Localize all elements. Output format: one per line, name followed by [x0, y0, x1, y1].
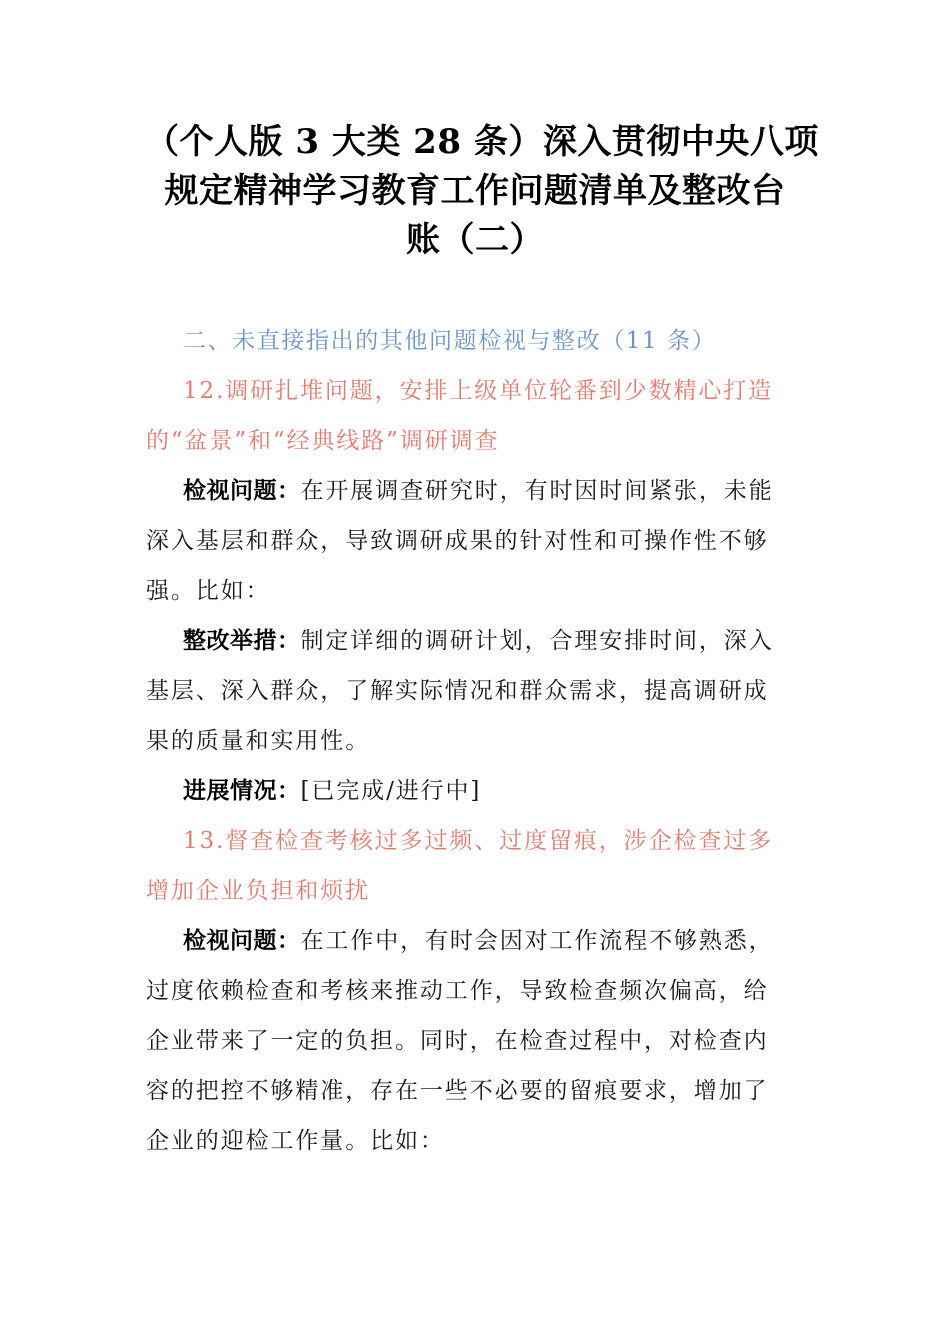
problem-label: 检视问题：	[183, 927, 301, 954]
item-12-heading-line-1: 12.调研扎堆问题，安排上级单位轮番到少数精心打造	[183, 378, 774, 404]
title-line-2: 规定精神学习教育工作问题清单及整改台	[164, 171, 786, 211]
item-13-problem-line-3: 企业带来了一定的负担。同时，在检查过程中，对检查内	[146, 1028, 769, 1054]
item-12-measure-line-2: 基层、深入群众，了解实际情况和群众需求，提高调研成	[146, 678, 769, 704]
measure-label: 整改举措：	[183, 627, 301, 654]
item-12-progress	[183, 776, 843, 806]
item-12-measure-line-3: 果的质量和实用性。	[146, 728, 371, 754]
problem-text: 在工作中，有时会因对工作流程不够熟悉，	[300, 928, 774, 954]
item-12-problem-line-1	[183, 476, 843, 506]
item-13-heading-line-2: 增加企业负担和烦扰	[146, 878, 371, 904]
progress-label: 进展情况：	[183, 777, 301, 804]
title-line-3: 账（二）	[406, 220, 544, 260]
problem-label: 检视问题：	[183, 477, 301, 504]
measure-text: 制定详细的调研计划，合理安排时间，深入	[300, 628, 774, 654]
item-12-problem-line-3: 强。比如：	[146, 578, 271, 604]
item-13-problem-line-2: 过度依赖检查和考核来推动工作，导致检查频次偏高，给	[146, 978, 769, 1004]
item-13-problem-line-5: 企业的迎检工作量。比如：	[146, 1128, 445, 1154]
section-heading: 二、未直接指出的其他问题检视与整改（11 条）	[183, 328, 717, 354]
item-12-problem-line-2: 深入基层和群众，导致调研成果的针对性和可操作性不够	[146, 528, 769, 554]
progress-value: [已完成/进行中]	[300, 778, 482, 804]
item-13-heading-line-1: 13.督查检查考核过多过频、过度留痕，涉企检查过多	[183, 828, 774, 854]
problem-text: 在开展调查研究时，有时因时间紧张，未能	[300, 478, 774, 504]
item-13-problem-line-1	[183, 926, 843, 956]
item-12-measure-line-1	[183, 626, 843, 656]
item-12-heading-line-2: 的“盆景”和“经典线路”调研调查	[146, 428, 500, 454]
title-line-1: （个人版 3 大类 28 条）深入贯彻中央八项	[145, 122, 819, 162]
item-13-problem-line-4: 容的把控不够精准，存在一些不必要的留痕要求，增加了	[146, 1078, 769, 1104]
document-title	[145, 118, 819, 265]
